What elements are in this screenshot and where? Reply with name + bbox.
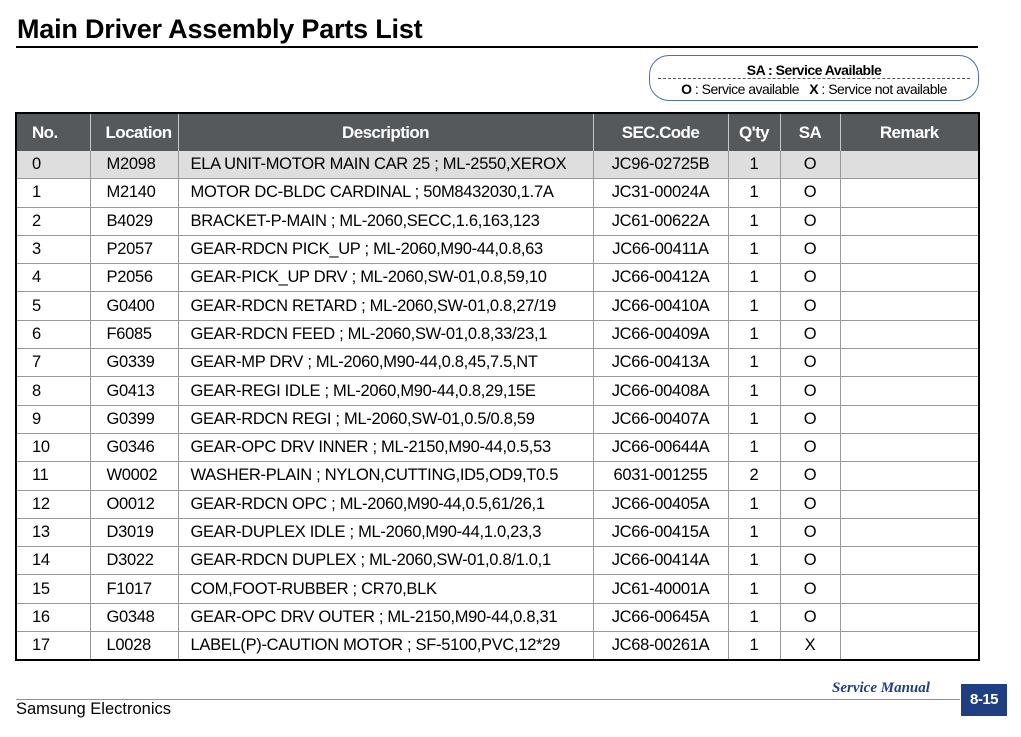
cell-sec-code: JC66-00409A (593, 320, 728, 348)
cell-no: 12 (16, 490, 90, 518)
table-row (16, 518, 979, 546)
cell-description: GEAR-RDCN OPC ; ML-2060,M90-44,0.5,61/26,1 (178, 490, 593, 518)
cell-sa: O (780, 603, 840, 631)
cell-sec-code: JC31-00024A (593, 179, 728, 207)
cell-qty: 1 (728, 405, 780, 433)
cell-no: 4 (16, 264, 90, 292)
cell-sec-code: JC66-00408A (593, 377, 728, 405)
header-location: Location (90, 113, 178, 151)
cell-sa: O (780, 264, 840, 292)
cell-remark (840, 349, 979, 377)
cell-description: GEAR-RDCN PICK_UP ; ML-2060,M90-44,0.8,63 (178, 235, 593, 263)
cell-sa: O (780, 575, 840, 603)
cell-remark (840, 518, 979, 546)
cell-no: 6 (16, 320, 90, 348)
header-sec-code: SEC.Code (593, 113, 728, 151)
cell-qty: 1 (728, 490, 780, 518)
cell-description: ELA UNIT-MOTOR MAIN CAR 25 ; ML-2550,XEROX (178, 151, 593, 179)
cell-description: LABEL(P)-CAUTION MOTOR ; SF-5100,PVC,12*29 (178, 632, 593, 661)
cell-description: GEAR-OPC DRV INNER ; ML-2150,M90-44,0.5,53 (178, 433, 593, 461)
cell-location: G0413 (90, 377, 178, 405)
title-divider (16, 46, 978, 48)
cell-qty: 1 (728, 632, 780, 661)
table-row (16, 575, 979, 603)
cell-description: GEAR-REGI IDLE ; ML-2060,M90-44,0.8,29,15E (178, 377, 593, 405)
cell-no: 1 (16, 179, 90, 207)
table-row (16, 433, 979, 461)
cell-qty: 1 (728, 179, 780, 207)
header-description: Description (178, 113, 593, 151)
cell-location: G0346 (90, 433, 178, 461)
parts-table (15, 112, 980, 661)
cell-location: G0399 (90, 405, 178, 433)
cell-remark (840, 575, 979, 603)
cell-sa: O (780, 547, 840, 575)
cell-sec-code: JC66-00407A (593, 405, 728, 433)
cell-remark (840, 632, 979, 661)
cell-no: 7 (16, 349, 90, 377)
cell-sec-code: JC66-00414A (593, 547, 728, 575)
cell-location: B4029 (90, 207, 178, 235)
cell-qty: 1 (728, 433, 780, 461)
cell-qty: 1 (728, 235, 780, 263)
legend-divider (658, 78, 970, 79)
parts-table-body (16, 151, 979, 660)
cell-sa: X (780, 632, 840, 661)
cell-sa: O (780, 179, 840, 207)
cell-no: 16 (16, 603, 90, 631)
cell-no: 9 (16, 405, 90, 433)
cell-remark (840, 547, 979, 575)
cell-sa: O (780, 405, 840, 433)
cell-sa: O (780, 320, 840, 348)
cell-remark (840, 207, 979, 235)
cell-sec-code: JC66-00644A (593, 433, 728, 461)
cell-qty: 1 (728, 320, 780, 348)
cell-location: P2057 (90, 235, 178, 263)
table-row (16, 377, 979, 405)
cell-sec-code: JC66-00410A (593, 292, 728, 320)
cell-remark (840, 490, 979, 518)
cell-sa: O (780, 207, 840, 235)
cell-location: M2098 (90, 151, 178, 179)
cell-qty: 1 (728, 151, 780, 179)
table-row (16, 349, 979, 377)
table-row (16, 547, 979, 575)
cell-sec-code: JC66-00412A (593, 264, 728, 292)
cell-remark (840, 377, 979, 405)
cell-location: F6085 (90, 320, 178, 348)
cell-sec-code: JC66-00405A (593, 490, 728, 518)
cell-remark (840, 235, 979, 263)
table-row (16, 235, 979, 263)
cell-remark (840, 462, 979, 490)
cell-sec-code: 6031-001255 (593, 462, 728, 490)
header-remark: Remark (840, 113, 979, 151)
table-row (16, 405, 979, 433)
cell-sa: O (780, 235, 840, 263)
cell-remark (840, 264, 979, 292)
page-title: Main Driver Assembly Parts List (17, 14, 423, 44)
cell-location: M2140 (90, 179, 178, 207)
cell-qty: 2 (728, 462, 780, 490)
cell-no: 17 (16, 632, 90, 661)
table-row (16, 264, 979, 292)
cell-no: 10 (16, 433, 90, 461)
cell-qty: 1 (728, 377, 780, 405)
cell-sa: O (780, 462, 840, 490)
cell-sec-code: JC66-00645A (593, 603, 728, 631)
cell-sec-code: JC96-02725B (593, 151, 728, 179)
cell-location: W0002 (90, 462, 178, 490)
cell-no: 13 (16, 518, 90, 546)
cell-location: D3022 (90, 547, 178, 575)
legend-x-text: : Service not available (818, 81, 947, 97)
cell-sa: O (780, 490, 840, 518)
cell-description: MOTOR DC-BLDC CARDINAL ; 50M8432030,1.7A (178, 179, 593, 207)
cell-qty: 1 (728, 603, 780, 631)
cell-no: 15 (16, 575, 90, 603)
cell-description: GEAR-RDCN FEED ; ML-2060,SW-01,0.8,33/23,1 (178, 320, 593, 348)
table-row (16, 603, 979, 631)
cell-sec-code: JC61-40001A (593, 575, 728, 603)
cell-no: 0 (16, 151, 90, 179)
cell-sec-code: JC66-00413A (593, 349, 728, 377)
cell-description: GEAR-DUPLEX IDLE ; ML-2060,M90-44,1.0,23,3 (178, 518, 593, 546)
cell-qty: 1 (728, 349, 780, 377)
cell-qty: 1 (728, 264, 780, 292)
cell-sec-code: JC66-00411A (593, 235, 728, 263)
cell-sa: O (780, 151, 840, 179)
cell-sec-code: JC66-00415A (593, 518, 728, 546)
cell-location: P2056 (90, 264, 178, 292)
cell-sec-code: JC61-00622A (593, 207, 728, 235)
cell-location: D3019 (90, 518, 178, 546)
header-no: No. (16, 113, 90, 151)
cell-description: GEAR-MP DRV ; ML-2060,M90-44,0.8,45,7.5,NT (178, 349, 593, 377)
header-qty: Q'ty (728, 113, 780, 151)
cell-no: 2 (16, 207, 90, 235)
cell-qty: 1 (728, 292, 780, 320)
cell-qty: 1 (728, 575, 780, 603)
cell-sa: O (780, 349, 840, 377)
cell-remark (840, 151, 979, 179)
cell-location: G0348 (90, 603, 178, 631)
cell-description: GEAR-RDCN REGI ; ML-2060,SW-01,0.5/0.8,59 (178, 405, 593, 433)
legend-o-symbol: O (681, 81, 692, 97)
table-row (16, 292, 979, 320)
table-row (16, 632, 979, 661)
cell-remark (840, 320, 979, 348)
cell-qty: 1 (728, 547, 780, 575)
page-number: 8-15 (961, 684, 1007, 716)
cell-no: 3 (16, 235, 90, 263)
cell-description: BRACKET-P-MAIN ; ML-2060,SECC,1.6,163,123 (178, 207, 593, 235)
cell-description: WASHER-PLAIN ; NYLON,CUTTING,ID5,OD9,T0.5 (178, 462, 593, 490)
cell-location: G0400 (90, 292, 178, 320)
table-row (16, 320, 979, 348)
cell-location: L0028 (90, 632, 178, 661)
cell-description: GEAR-RDCN RETARD ; ML-2060,SW-01,0.8,27/19 (178, 292, 593, 320)
sa-legend-box (649, 55, 979, 101)
cell-no: 8 (16, 377, 90, 405)
table-row (16, 179, 979, 207)
cell-qty: 1 (728, 518, 780, 546)
legend-x-symbol: X (809, 81, 819, 97)
cell-no: 5 (16, 292, 90, 320)
cell-no: 11 (16, 462, 90, 490)
cell-remark (840, 292, 979, 320)
legend-o-text: : Service available (691, 81, 800, 97)
table-header-row (16, 113, 979, 151)
cell-sa: O (780, 518, 840, 546)
cell-description: GEAR-OPC DRV OUTER ; ML-2150,M90-44,0.8,31 (178, 603, 593, 631)
cell-description: COM,FOOT-RUBBER ; CR70,BLK (178, 575, 593, 603)
cell-description: GEAR-RDCN DUPLEX ; ML-2060,SW-01,0.8/1.0,1 (178, 547, 593, 575)
company-name: Samsung Electronics (16, 700, 171, 718)
table-row (16, 151, 979, 179)
table-row (16, 207, 979, 235)
cell-sa: O (780, 377, 840, 405)
cell-sa: O (780, 292, 840, 320)
cell-location: O0012 (90, 490, 178, 518)
cell-remark (840, 179, 979, 207)
legend-definitions (650, 81, 978, 97)
cell-sa: O (780, 433, 840, 461)
cell-remark (840, 433, 979, 461)
service-manual-label: Service Manual (832, 680, 930, 696)
cell-remark (840, 603, 979, 631)
cell-remark (840, 405, 979, 433)
table-row (16, 490, 979, 518)
legend-heading: SA : Service Available (746, 62, 882, 78)
cell-location: G0339 (90, 349, 178, 377)
cell-sec-code: JC68-00261A (593, 632, 728, 661)
cell-qty: 1 (728, 207, 780, 235)
cell-description: GEAR-PICK_UP DRV ; ML-2060,SW-01,0.8,59,10 (178, 264, 593, 292)
cell-no: 14 (16, 547, 90, 575)
table-row (16, 462, 979, 490)
cell-location: F1017 (90, 575, 178, 603)
header-sa: SA (780, 113, 840, 151)
